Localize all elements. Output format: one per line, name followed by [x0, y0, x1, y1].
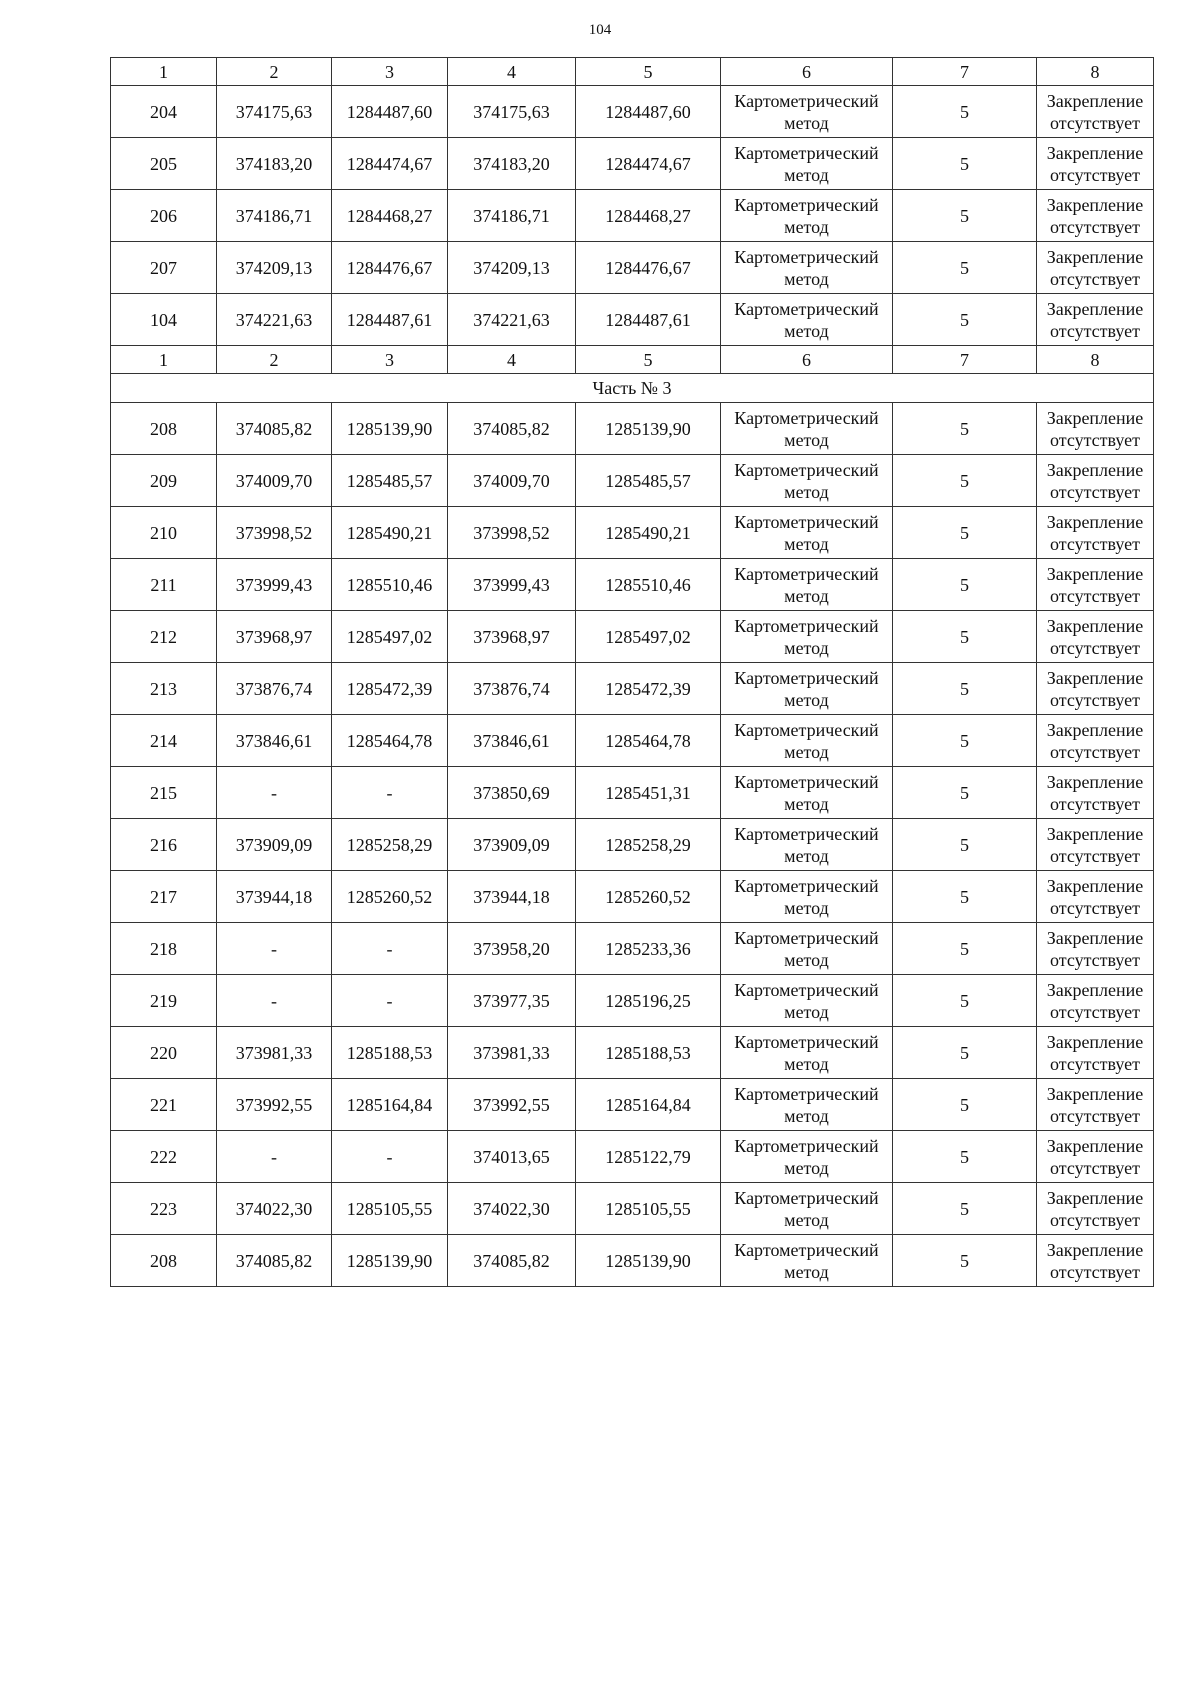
x-refined-cell: 373958,20: [448, 923, 576, 975]
y-existing-cell: 1285464,78: [332, 715, 448, 767]
y-existing-cell: 1285139,90: [332, 1235, 448, 1287]
fixing-description-cell: Закрепление отсутствует: [1037, 1183, 1154, 1235]
y-refined-cell: 1285485,57: [576, 455, 721, 507]
y-refined-cell: 1285464,78: [576, 715, 721, 767]
y-existing-cell: 1285497,02: [332, 611, 448, 663]
x-existing-cell: 373992,55: [217, 1079, 332, 1131]
x-refined-cell: 374186,71: [448, 190, 576, 242]
table-row: [111, 767, 1154, 819]
accuracy-cell: 5: [893, 1079, 1037, 1131]
point-number-cell: 207: [111, 242, 217, 294]
y-existing-cell: 1285510,46: [332, 559, 448, 611]
table-row: [111, 1027, 1154, 1079]
x-refined-cell: 373968,97: [448, 611, 576, 663]
accuracy-cell: 5: [893, 559, 1037, 611]
point-number-cell: 208: [111, 403, 217, 455]
x-existing-cell: 374209,13: [217, 242, 332, 294]
y-existing-cell: 1284487,61: [332, 294, 448, 346]
y-refined-cell: 1285490,21: [576, 507, 721, 559]
y-existing-cell: 1285139,90: [332, 403, 448, 455]
method-cell: Картометрический метод: [721, 138, 893, 190]
x-existing-cell: 374221,63: [217, 294, 332, 346]
y-existing-cell: 1285485,57: [332, 455, 448, 507]
part-heading-row: [111, 374, 1154, 403]
x-refined-cell: 374009,70: [448, 455, 576, 507]
accuracy-cell: 5: [893, 923, 1037, 975]
x-existing-cell: 374085,82: [217, 1235, 332, 1287]
point-number-cell: 204: [111, 86, 217, 138]
x-existing-cell: 374186,71: [217, 190, 332, 242]
column-number-cell: 8: [1037, 58, 1154, 86]
table-row: [111, 242, 1154, 294]
x-existing-cell: 373846,61: [217, 715, 332, 767]
y-existing-cell: -: [332, 975, 448, 1027]
coordinates-table-body: [111, 58, 1154, 1287]
accuracy-cell: 5: [893, 819, 1037, 871]
point-number-cell: 214: [111, 715, 217, 767]
table-row: [111, 1131, 1154, 1183]
table-row: [111, 663, 1154, 715]
accuracy-cell: 5: [893, 138, 1037, 190]
method-cell: Картометрический метод: [721, 1183, 893, 1235]
point-number-cell: 222: [111, 1131, 217, 1183]
point-number-cell: 220: [111, 1027, 217, 1079]
y-refined-cell: 1285258,29: [576, 819, 721, 871]
point-number-cell: 104: [111, 294, 217, 346]
x-refined-cell: 374085,82: [448, 403, 576, 455]
method-cell: Картометрический метод: [721, 403, 893, 455]
y-refined-cell: 1285139,90: [576, 1235, 721, 1287]
fixing-description-cell: Закрепление отсутствует: [1037, 294, 1154, 346]
x-existing-cell: 373968,97: [217, 611, 332, 663]
x-existing-cell: 373909,09: [217, 819, 332, 871]
column-number-cell: 6: [721, 58, 893, 86]
table-row: [111, 611, 1154, 663]
x-refined-cell: 373850,69: [448, 767, 576, 819]
x-existing-cell: -: [217, 975, 332, 1027]
x-refined-cell: 374221,63: [448, 294, 576, 346]
x-refined-cell: 373876,74: [448, 663, 576, 715]
method-cell: Картометрический метод: [721, 242, 893, 294]
y-existing-cell: 1285260,52: [332, 871, 448, 923]
y-refined-cell: 1284487,60: [576, 86, 721, 138]
method-cell: Картометрический метод: [721, 1027, 893, 1079]
accuracy-cell: 5: [893, 1183, 1037, 1235]
y-refined-cell: 1285105,55: [576, 1183, 721, 1235]
method-cell: Картометрический метод: [721, 455, 893, 507]
fixing-description-cell: Закрепление отсутствует: [1037, 455, 1154, 507]
x-existing-cell: 374085,82: [217, 403, 332, 455]
table-row: [111, 1183, 1154, 1235]
fixing-description-cell: Закрепление отсутствует: [1037, 242, 1154, 294]
method-cell: Картометрический метод: [721, 663, 893, 715]
point-number-cell: 210: [111, 507, 217, 559]
fixing-description-cell: Закрепление отсутствует: [1037, 975, 1154, 1027]
point-number-cell: 217: [111, 871, 217, 923]
y-existing-cell: -: [332, 1131, 448, 1183]
x-refined-cell: 373846,61: [448, 715, 576, 767]
y-existing-cell: 1285105,55: [332, 1183, 448, 1235]
table-row: [111, 138, 1154, 190]
fixing-description-cell: Закрепление отсутствует: [1037, 403, 1154, 455]
x-existing-cell: -: [217, 923, 332, 975]
table-row: [111, 923, 1154, 975]
part-heading: Часть № 3: [111, 374, 1154, 403]
column-number-cell: 6: [721, 346, 893, 374]
accuracy-cell: 5: [893, 975, 1037, 1027]
fixing-description-cell: Закрепление отсутствует: [1037, 819, 1154, 871]
y-existing-cell: 1285164,84: [332, 1079, 448, 1131]
y-refined-cell: 1285188,53: [576, 1027, 721, 1079]
y-refined-cell: 1284468,27: [576, 190, 721, 242]
method-cell: Картометрический метод: [721, 190, 893, 242]
accuracy-cell: 5: [893, 455, 1037, 507]
x-refined-cell: 374183,20: [448, 138, 576, 190]
table-row: [111, 455, 1154, 507]
column-number-cell: 3: [332, 346, 448, 374]
table-row: [111, 1079, 1154, 1131]
x-refined-cell: 374085,82: [448, 1235, 576, 1287]
fixing-description-cell: Закрепление отсутствует: [1037, 767, 1154, 819]
y-refined-cell: 1285164,84: [576, 1079, 721, 1131]
column-number-cell: 4: [448, 346, 576, 374]
accuracy-cell: 5: [893, 767, 1037, 819]
method-cell: Картометрический метод: [721, 923, 893, 975]
column-number-cell: 8: [1037, 346, 1154, 374]
column-number-row: [111, 58, 1154, 86]
table-row: [111, 715, 1154, 767]
point-number-cell: 215: [111, 767, 217, 819]
point-number-cell: 216: [111, 819, 217, 871]
accuracy-cell: 5: [893, 1027, 1037, 1079]
column-number-row: [111, 346, 1154, 374]
table-row: [111, 507, 1154, 559]
method-cell: Картометрический метод: [721, 507, 893, 559]
method-cell: Картометрический метод: [721, 767, 893, 819]
method-cell: Картометрический метод: [721, 1079, 893, 1131]
y-existing-cell: 1285472,39: [332, 663, 448, 715]
column-number-cell: 2: [217, 58, 332, 86]
method-cell: Картометрический метод: [721, 294, 893, 346]
accuracy-cell: 5: [893, 663, 1037, 715]
x-existing-cell: 374175,63: [217, 86, 332, 138]
fixing-description-cell: Закрепление отсутствует: [1037, 1131, 1154, 1183]
point-number-cell: 212: [111, 611, 217, 663]
x-refined-cell: 373981,33: [448, 1027, 576, 1079]
fixing-description-cell: Закрепление отсутствует: [1037, 923, 1154, 975]
fixing-description-cell: Закрепление отсутствует: [1037, 507, 1154, 559]
method-cell: Картометрический метод: [721, 86, 893, 138]
method-cell: Картометрический метод: [721, 975, 893, 1027]
fixing-description-cell: Закрепление отсутствует: [1037, 611, 1154, 663]
point-number-cell: 221: [111, 1079, 217, 1131]
accuracy-cell: 5: [893, 1131, 1037, 1183]
fixing-description-cell: Закрепление отсутствует: [1037, 1079, 1154, 1131]
y-refined-cell: 1285196,25: [576, 975, 721, 1027]
fixing-description-cell: Закрепление отсутствует: [1037, 190, 1154, 242]
table-row: [111, 294, 1154, 346]
y-refined-cell: 1285510,46: [576, 559, 721, 611]
y-refined-cell: 1284476,67: [576, 242, 721, 294]
accuracy-cell: 5: [893, 611, 1037, 663]
column-number-cell: 1: [111, 346, 217, 374]
fixing-description-cell: Закрепление отсутствует: [1037, 1235, 1154, 1287]
y-existing-cell: 1284476,67: [332, 242, 448, 294]
table-row: [111, 86, 1154, 138]
point-number-cell: 208: [111, 1235, 217, 1287]
y-existing-cell: 1284468,27: [332, 190, 448, 242]
x-existing-cell: 374022,30: [217, 1183, 332, 1235]
y-refined-cell: 1285497,02: [576, 611, 721, 663]
page-number: 104: [588, 22, 612, 38]
method-cell: Картометрический метод: [721, 559, 893, 611]
x-refined-cell: 373992,55: [448, 1079, 576, 1131]
accuracy-cell: 5: [893, 715, 1037, 767]
accuracy-cell: 5: [893, 871, 1037, 923]
fixing-description-cell: Закрепление отсутствует: [1037, 663, 1154, 715]
y-refined-cell: 1285451,31: [576, 767, 721, 819]
column-number-cell: 2: [217, 346, 332, 374]
point-number-cell: 211: [111, 559, 217, 611]
point-number-cell: 206: [111, 190, 217, 242]
column-number-cell: 7: [893, 346, 1037, 374]
table-row: [111, 1235, 1154, 1287]
table-row: [111, 559, 1154, 611]
x-refined-cell: 373944,18: [448, 871, 576, 923]
x-existing-cell: 373876,74: [217, 663, 332, 715]
x-refined-cell: 373999,43: [448, 559, 576, 611]
y-existing-cell: 1285188,53: [332, 1027, 448, 1079]
x-existing-cell: -: [217, 1131, 332, 1183]
y-existing-cell: -: [332, 923, 448, 975]
column-number-cell: 7: [893, 58, 1037, 86]
method-cell: Картометрический метод: [721, 611, 893, 663]
point-number-cell: 209: [111, 455, 217, 507]
fixing-description-cell: Закрепление отсутствует: [1037, 871, 1154, 923]
accuracy-cell: 5: [893, 190, 1037, 242]
accuracy-cell: 5: [893, 403, 1037, 455]
point-number-cell: 223: [111, 1183, 217, 1235]
y-existing-cell: 1284474,67: [332, 138, 448, 190]
accuracy-cell: 5: [893, 294, 1037, 346]
method-cell: Картометрический метод: [721, 819, 893, 871]
x-refined-cell: 373977,35: [448, 975, 576, 1027]
x-existing-cell: 373981,33: [217, 1027, 332, 1079]
column-number-cell: 5: [576, 58, 721, 86]
y-refined-cell: 1285233,36: [576, 923, 721, 975]
method-cell: Картометрический метод: [721, 715, 893, 767]
x-refined-cell: 374022,30: [448, 1183, 576, 1235]
x-refined-cell: 373998,52: [448, 507, 576, 559]
x-refined-cell: 373909,09: [448, 819, 576, 871]
x-existing-cell: 373999,43: [217, 559, 332, 611]
y-refined-cell: 1284474,67: [576, 138, 721, 190]
method-cell: Картометрический метод: [721, 871, 893, 923]
fixing-description-cell: Закрепление отсутствует: [1037, 138, 1154, 190]
table-row: [111, 871, 1154, 923]
table-row: [111, 190, 1154, 242]
y-existing-cell: 1284487,60: [332, 86, 448, 138]
x-existing-cell: 373944,18: [217, 871, 332, 923]
y-refined-cell: 1284487,61: [576, 294, 721, 346]
table-row: [111, 975, 1154, 1027]
column-number-cell: 4: [448, 58, 576, 86]
y-refined-cell: 1285122,79: [576, 1131, 721, 1183]
y-existing-cell: 1285258,29: [332, 819, 448, 871]
x-refined-cell: 374013,65: [448, 1131, 576, 1183]
accuracy-cell: 5: [893, 242, 1037, 294]
y-refined-cell: 1285260,52: [576, 871, 721, 923]
y-refined-cell: 1285472,39: [576, 663, 721, 715]
fixing-description-cell: Закрепление отсутствует: [1037, 559, 1154, 611]
x-refined-cell: 374175,63: [448, 86, 576, 138]
x-existing-cell: 373998,52: [217, 507, 332, 559]
table-row: [111, 819, 1154, 871]
y-refined-cell: 1285139,90: [576, 403, 721, 455]
method-cell: Картометрический метод: [721, 1235, 893, 1287]
point-number-cell: 205: [111, 138, 217, 190]
column-number-cell: 1: [111, 58, 217, 86]
x-existing-cell: -: [217, 767, 332, 819]
accuracy-cell: 5: [893, 507, 1037, 559]
column-number-cell: 5: [576, 346, 721, 374]
table-row: [111, 403, 1154, 455]
accuracy-cell: 5: [893, 86, 1037, 138]
coordinates-table: [110, 57, 1154, 1287]
fixing-description-cell: Закрепление отсутствует: [1037, 715, 1154, 767]
y-existing-cell: -: [332, 767, 448, 819]
point-number-cell: 213: [111, 663, 217, 715]
point-number-cell: 218: [111, 923, 217, 975]
fixing-description-cell: Закрепление отсутствует: [1037, 86, 1154, 138]
x-existing-cell: 374183,20: [217, 138, 332, 190]
x-refined-cell: 374209,13: [448, 242, 576, 294]
point-number-cell: 219: [111, 975, 217, 1027]
y-existing-cell: 1285490,21: [332, 507, 448, 559]
method-cell: Картометрический метод: [721, 1131, 893, 1183]
column-number-cell: 3: [332, 58, 448, 86]
x-existing-cell: 374009,70: [217, 455, 332, 507]
accuracy-cell: 5: [893, 1235, 1037, 1287]
fixing-description-cell: Закрепление отсутствует: [1037, 1027, 1154, 1079]
